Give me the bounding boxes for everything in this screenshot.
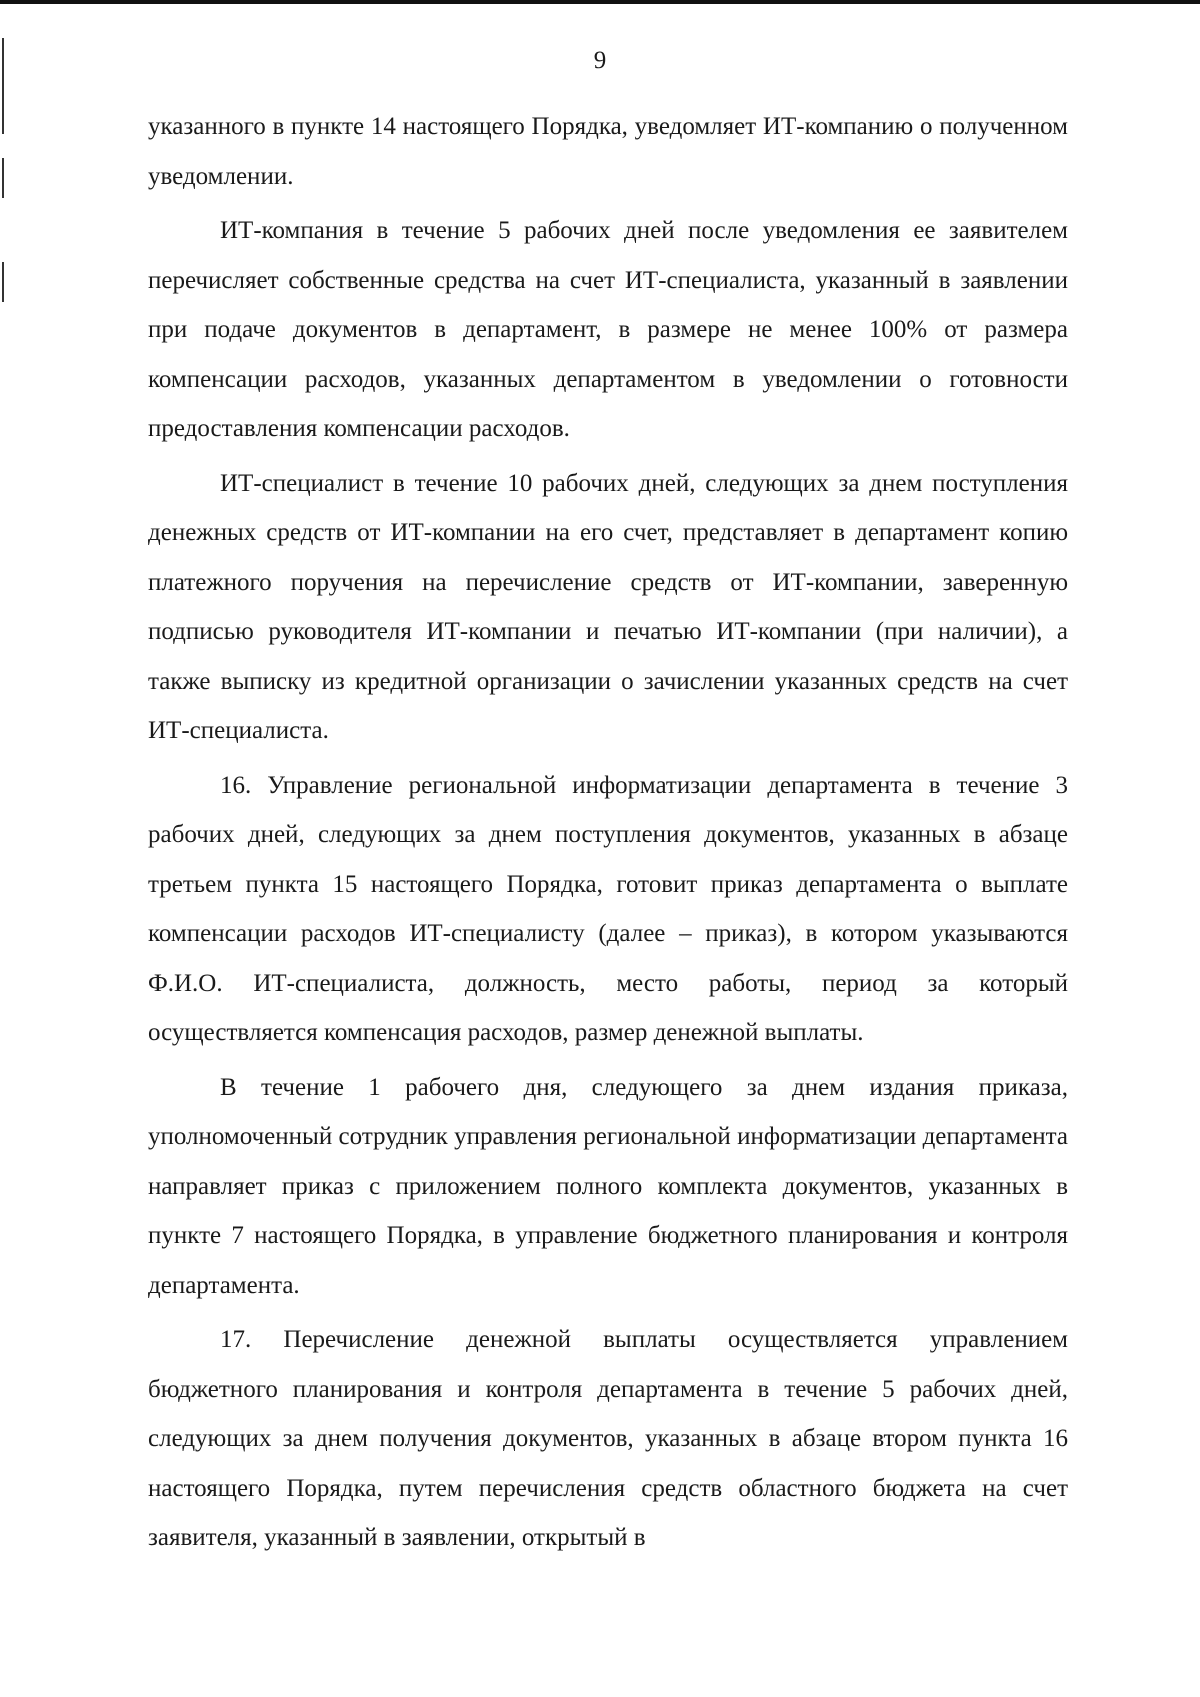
paragraph-it-company-transfer: ИТ-компания в течение 5 рабочих дней после уведомления ее заявителем перечисляет собственные средства на счет ИТ-специалиста, указанный в заявлении при подаче документов в департамент, в размере не менее 100% от размера компенсации расходов, указанных департаментом в уведомлении о готовности предоставления компенсации расходов. <box>148 217 1068 442</box>
scan-binding-mark <box>2 158 4 198</box>
scan-top-edge <box>0 0 1200 4</box>
document-body <box>148 102 1068 1568</box>
page-number: 9 <box>593 47 607 74</box>
paragraph-item-17: 17. Перечисление денежной выплаты осуществляется управлением бюджетного планирования и контроля департамента в течение 5 рабочих дней, следующих за днем получения документов, указанных в абзаце втором пункта 16 настоящего Порядка, путем перечисления средств областного бюджета на счет заявителя, указанный в заявлении, открытый в <box>148 1326 1068 1551</box>
paragraph-order-forwarding: В течение 1 рабочего дня, следующего за днем издания приказа, уполномоченный сотрудник управления региональной информатизации департамента направляет приказ с приложением полного комплекта документов, указанных в пункте 7 настоящего Порядка, в управление бюджетного планирования и контроля департамента. <box>148 1073 1068 1299</box>
paragraph-it-specialist-documents: ИТ-специалист в течение 10 рабочих дней, следующих за днем поступления денежных средств от ИТ-компании на его счет, представляет в департамент копию платежного поручения на перечисление средств от ИТ-компании, заверенную подписью руководителя ИТ-компании и печатью ИТ-компании (при наличии), а также выписку из кредитной организации о зачислении указанных средств на счет ИТ-специалиста. <box>148 469 1068 744</box>
paragraph-continuation: указанного в пункте 14 настоящего Порядка, уведомляет ИТ-компанию о полученном уведомлении. <box>148 113 1068 190</box>
paragraph-item-16: 16. Управление региональной информатизации департамента в течение 3 рабочих дней, следующих за днем поступления документов, указанных в абзаце третьем пункта 15 настоящего Порядка, готовит приказ департамента о выплате компенсации расходов ИТ-специалисту (далее – приказ), в котором указываются Ф.И.О. ИТ-специалиста, должность, место работы, период за который осуществляется компенсация расходов, размер денежной выплаты. <box>148 771 1068 1046</box>
scan-binding-mark <box>2 262 4 302</box>
